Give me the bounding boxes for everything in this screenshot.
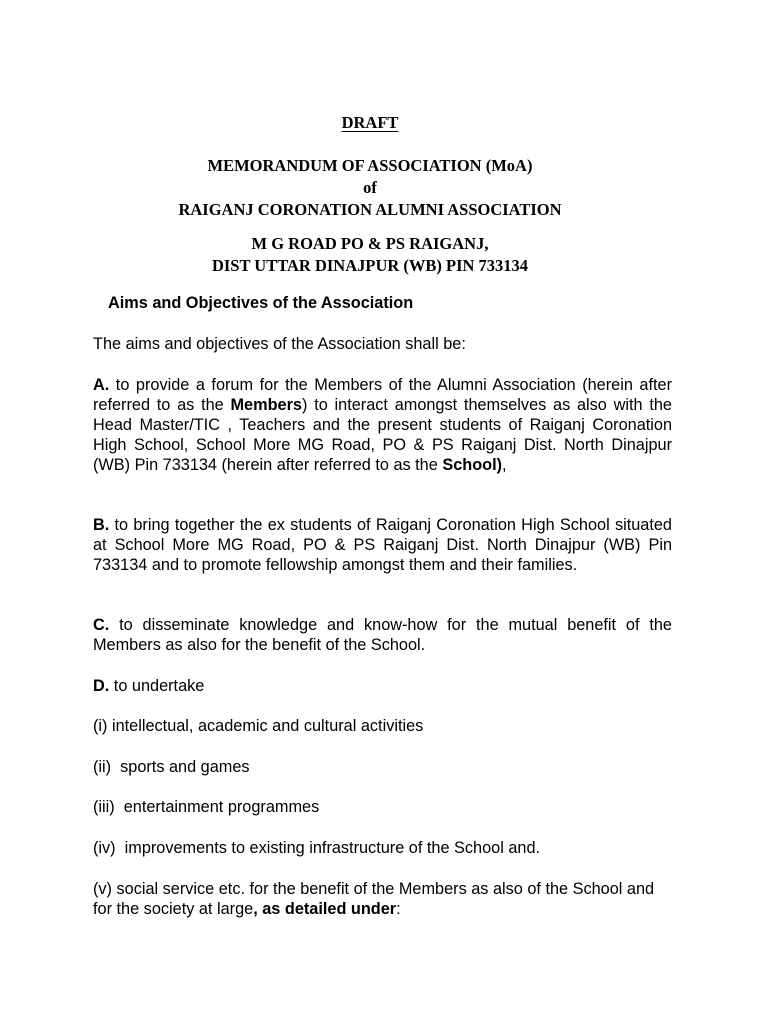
paragraph-c-text: to disseminate knowledge and know-how for the mutual benefit of the Members as also for the benefit of the School. (93, 616, 672, 654)
paragraph-a-text-3: , (502, 456, 507, 474)
list-item-v-text: (v) social service etc. for the benefit of the Members as also of the School and for the society at large (93, 880, 655, 918)
list-item-ii: (ii) sports and games (93, 758, 250, 776)
list-item-v (93, 879, 672, 919)
draft-title: DRAFT (341, 113, 399, 132)
list-item-v-bold: , as detailed under (253, 900, 397, 918)
paragraph-a-bold-school: School) (442, 456, 503, 474)
section-heading: Aims and Objectives of the Association (108, 294, 414, 312)
list-item-iv: (iv) improvements to existing infrastructure of the School and. (93, 839, 541, 857)
address-line-1: M G ROAD PO & PS RAIGANJ, (251, 234, 489, 253)
list-item-i: (i) intellectual, academic and cultural activities (93, 717, 424, 735)
address-line-2: DIST UTTAR DINAJPUR (WB) PIN 733134 (211, 256, 529, 275)
association-name: RAIGANJ CORONATION ALUMNI ASSOCIATION (178, 200, 562, 219)
paragraph-b-label: B. (93, 516, 110, 534)
paragraph-c-label: C. (93, 616, 110, 634)
paragraph-b-text: to bring together the ex students of Raiganj Coronation High School situated at School More MG Road, PO & PS Raiganj Dist. North Dinajpur (WB) Pin 733134 and to promote fellowship amongst them and their families. (93, 516, 672, 574)
paragraph-c (93, 615, 672, 655)
paragraph-a (93, 375, 672, 475)
paragraph-a-text-2: ) to interact amongst themselves as also with the Head Master/TIC , Teachers and the present students of Raiganj Coronation High School, School More MG Road, PO & PS Raiganj Dist. North Dinajpur (WB) Pin 733134 (herein after referred to as the (93, 396, 672, 474)
memorandum-title: MEMORANDUM OF ASSOCIATION (MoA) (207, 156, 533, 175)
paragraph-a-bold-members: Members (230, 396, 302, 414)
list-item-v-end: : (396, 900, 401, 918)
address-header (0, 233, 740, 277)
memorandum-of: of (363, 178, 377, 197)
memorandum-header (0, 155, 740, 221)
paragraph-a-label: A. (93, 376, 110, 394)
paragraph-d-label: D. (93, 677, 110, 695)
paragraph-b (93, 515, 672, 575)
list-item-iii: (iii) entertainment programmes (93, 798, 320, 816)
paragraph-d (93, 676, 672, 696)
intro-paragraph: The aims and objectives of the Association shall be: (93, 335, 466, 353)
paragraph-d-text: to undertake (109, 677, 205, 695)
paragraph-a-text-1: to provide a forum for the Members of the Alumni Association (herein after referred to as the (93, 376, 672, 414)
